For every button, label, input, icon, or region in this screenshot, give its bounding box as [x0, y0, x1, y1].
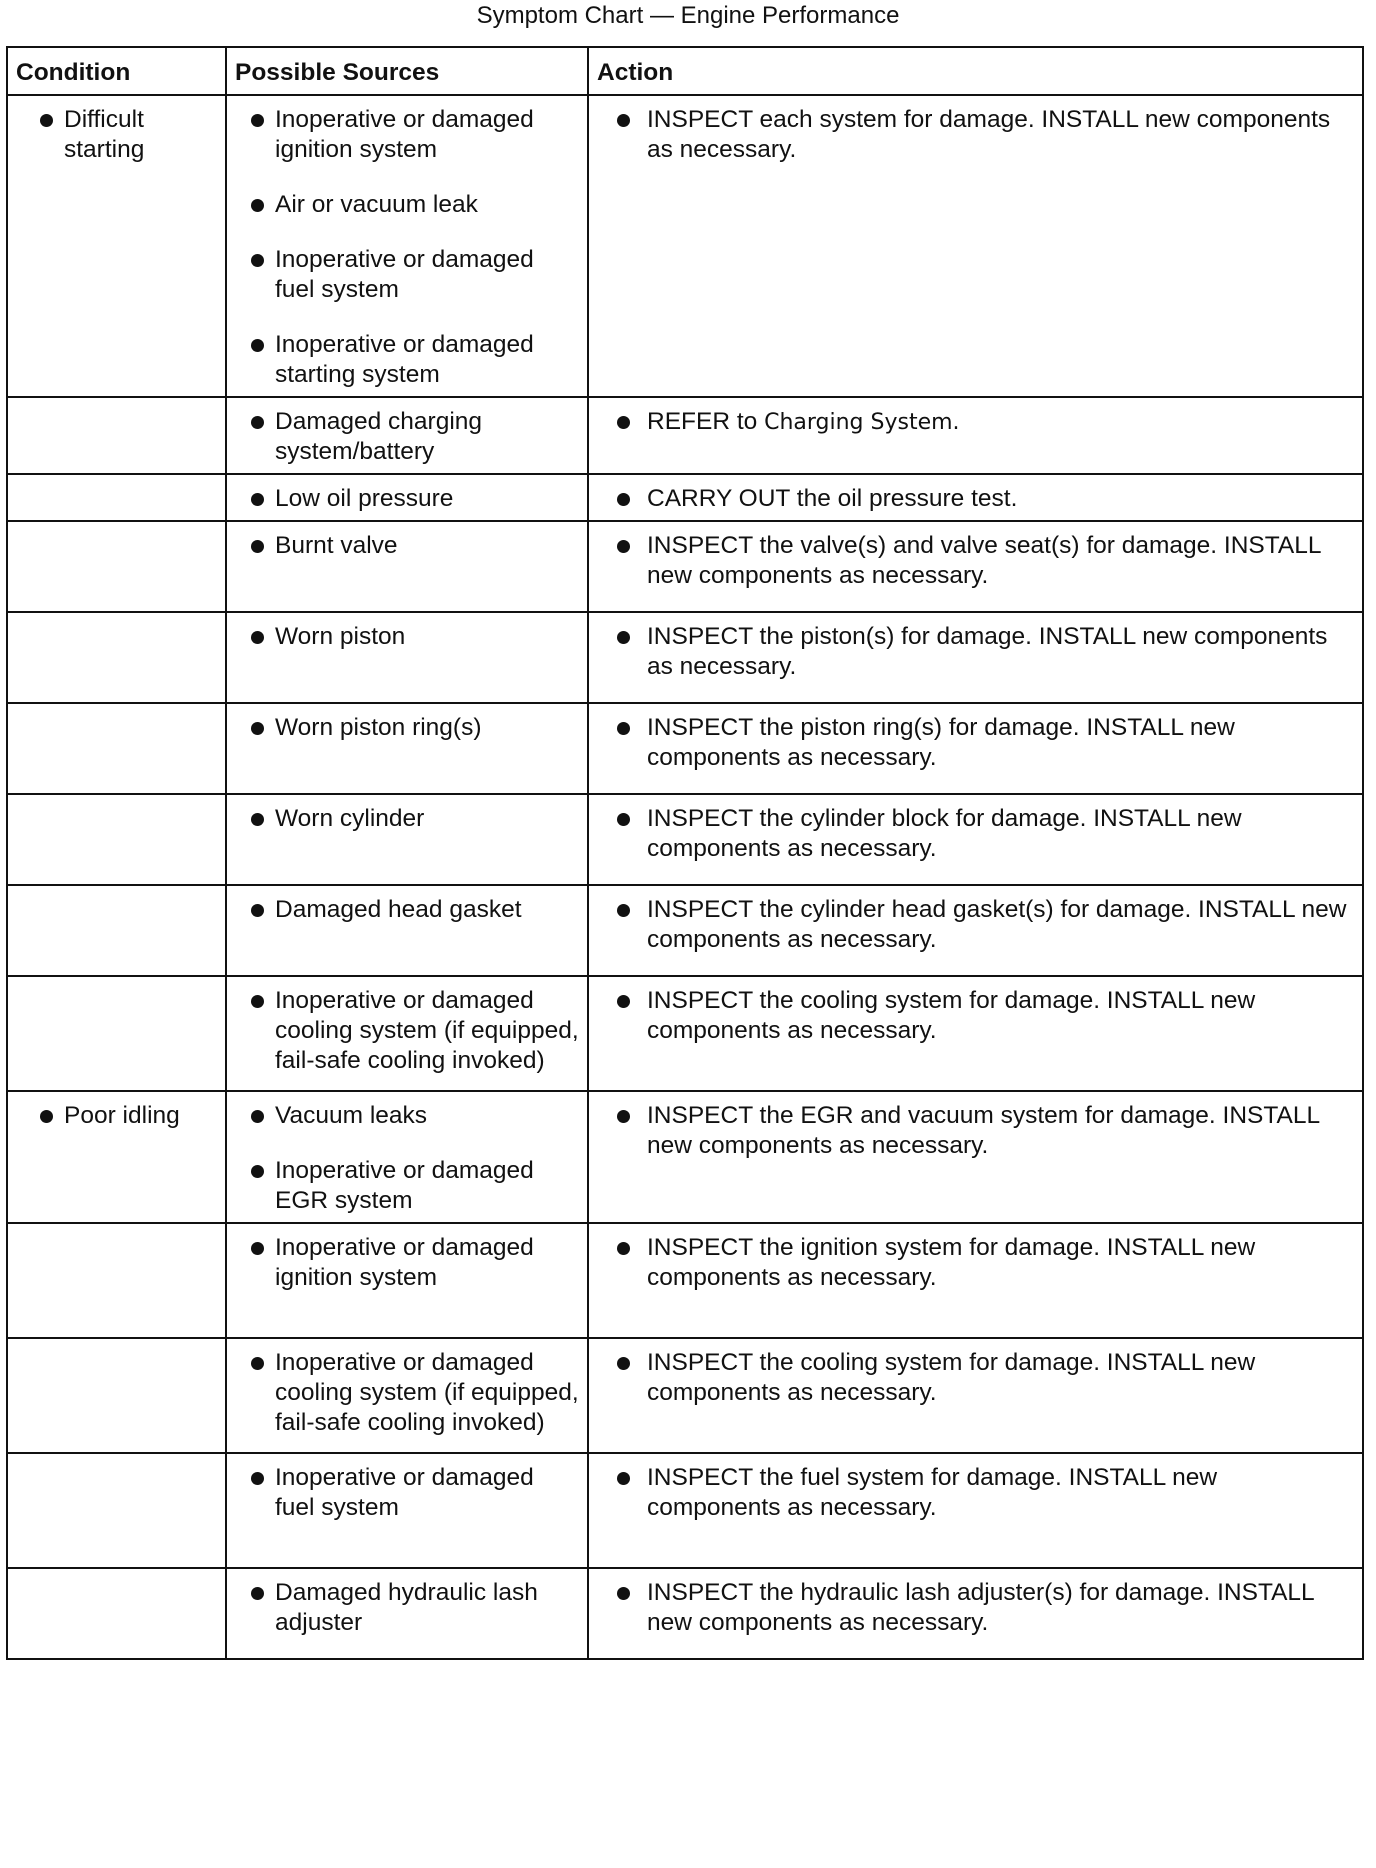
table-row [7, 1568, 1363, 1659]
table-row [7, 474, 1363, 521]
sources-cell [226, 1223, 588, 1338]
sources-cell [226, 521, 588, 612]
action-item: INSPECT the cooling system for damage. INSTALL new components as necessary. [597, 986, 1354, 1046]
sources-cell [226, 1091, 588, 1223]
action-item [597, 407, 1354, 438]
source-item: Inoperative or damaged ignition system [235, 105, 579, 165]
source-item: Air or vacuum leak [235, 190, 579, 220]
sources-cell [226, 95, 588, 397]
source-item: Inoperative or damaged starting system [235, 330, 579, 390]
sources-cell [226, 612, 588, 703]
action-item: INSPECT the valve(s) and valve seat(s) for damage. INSTALL new components as necessary. [597, 531, 1354, 591]
sources-cell [226, 703, 588, 794]
condition-cell [7, 1568, 226, 1659]
condition-cell [7, 1091, 226, 1223]
sources-cell [226, 1453, 588, 1568]
page-title: Symptom Chart — Engine Performance [476, 2, 900, 29]
action-item: INSPECT the piston(s) for damage. INSTALL new components as necessary. [597, 622, 1354, 682]
charging-system-reference-link[interactable]: Charging System. [764, 410, 960, 435]
condition-cell [7, 474, 226, 521]
table-row [7, 1453, 1363, 1568]
sources-cell [226, 474, 588, 521]
action-cell [588, 1091, 1363, 1223]
source-item: Inoperative or damaged cooling system (if equipped, fail-safe cooling invoked) [235, 1348, 579, 1438]
condition-cell [7, 1338, 226, 1453]
source-item: Inoperative or damaged EGR system [235, 1156, 579, 1216]
action-item: INSPECT the piston ring(s) for damage. INSTALL new components as necessary. [597, 713, 1354, 773]
action-cell [588, 794, 1363, 885]
condition-item: Poor idling [16, 1101, 217, 1131]
sources-cell [226, 976, 588, 1091]
action-item: INSPECT the hydraulic lash adjuster(s) for damage. INSTALL new components as necessary. [597, 1578, 1354, 1638]
table-row [7, 976, 1363, 1091]
sources-cell [226, 794, 588, 885]
table-row [7, 95, 1363, 397]
condition-cell [7, 976, 226, 1091]
table-row [7, 1223, 1363, 1338]
table-row [7, 397, 1363, 474]
action-item: INSPECT the cylinder block for damage. INSTALL new components as necessary. [597, 804, 1354, 864]
header-possible-sources: Possible Sources [226, 47, 588, 95]
source-item: Inoperative or damaged ignition system [235, 1233, 579, 1293]
action-cell [588, 1223, 1363, 1338]
symptom-chart-table [6, 46, 1364, 1660]
table-header-row [7, 47, 1363, 95]
action-item: INSPECT the cooling system for damage. INSTALL new components as necessary. [597, 1348, 1354, 1408]
action-item: INSPECT the ignition system for damage. INSTALL new components as necessary. [597, 1233, 1354, 1293]
action-cell [588, 885, 1363, 976]
action-item: CARRY OUT the oil pressure test. [597, 484, 1354, 514]
action-cell [588, 1453, 1363, 1568]
source-item: Inoperative or damaged fuel system [235, 1463, 579, 1523]
condition-cell [7, 794, 226, 885]
action-cell [588, 474, 1363, 521]
source-item: Low oil pressure [235, 484, 579, 514]
source-item: Inoperative or damaged cooling system (if equipped, fail-safe cooling invoked) [235, 986, 579, 1076]
sources-cell [226, 885, 588, 976]
header-condition: Condition [7, 47, 226, 95]
sources-cell [226, 1568, 588, 1659]
source-item: Inoperative or damaged fuel system [235, 245, 579, 305]
sources-cell [226, 1338, 588, 1453]
action-cell [588, 1338, 1363, 1453]
table-row [7, 612, 1363, 703]
condition-cell [7, 1223, 226, 1338]
action-item: INSPECT the cylinder head gasket(s) for damage. INSTALL new components as necessary. [597, 895, 1354, 955]
action-cell [588, 95, 1363, 397]
table-row [7, 703, 1363, 794]
condition-cell [7, 703, 226, 794]
action-item: INSPECT the EGR and vacuum system for damage. INSTALL new components as necessary. [597, 1101, 1354, 1161]
condition-cell [7, 95, 226, 397]
header-action: Action [588, 47, 1363, 95]
condition-cell [7, 612, 226, 703]
table-row [7, 794, 1363, 885]
table-row [7, 1338, 1363, 1453]
source-item: Worn piston ring(s) [235, 713, 579, 743]
action-cell [588, 397, 1363, 474]
condition-cell [7, 397, 226, 474]
action-cell [588, 1568, 1363, 1659]
source-item: Damaged hydraulic lash adjuster [235, 1578, 579, 1638]
table-row [7, 885, 1363, 976]
action-cell [588, 703, 1363, 794]
action-cell [588, 976, 1363, 1091]
source-item: Damaged charging system/battery [235, 407, 579, 467]
source-item: Worn piston [235, 622, 579, 652]
action-cell [588, 521, 1363, 612]
action-item: INSPECT each system for damage. INSTALL new components as necessary. [597, 105, 1354, 165]
source-item: Vacuum leaks [235, 1101, 579, 1131]
table-row [7, 1091, 1363, 1223]
action-text: REFER to [647, 408, 758, 435]
condition-cell [7, 1453, 226, 1568]
source-item: Worn cylinder [235, 804, 579, 834]
source-item: Damaged head gasket [235, 895, 579, 925]
condition-item: Difficult starting [16, 105, 217, 165]
sources-cell [226, 397, 588, 474]
action-cell [588, 612, 1363, 703]
source-item: Burnt valve [235, 531, 579, 561]
condition-cell [7, 885, 226, 976]
condition-cell [7, 521, 226, 612]
action-item: INSPECT the fuel system for damage. INSTALL new components as necessary. [597, 1463, 1354, 1523]
table-row [7, 521, 1363, 612]
